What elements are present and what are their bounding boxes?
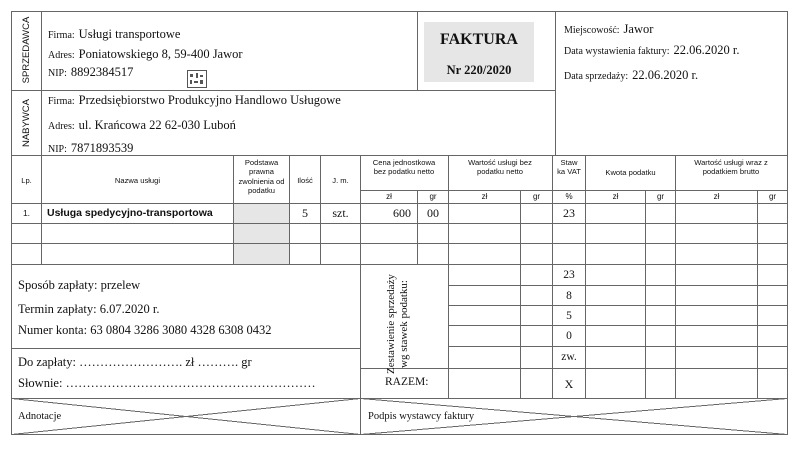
sale-date-value: 22.06.2020 r. [632,68,699,82]
buyer-firma-value: Przedsiębiorstwo Produkcyjno Handlowo Usługowe [78,93,341,107]
header-lp: Lp. [21,176,32,185]
issue-date: Data wystawienia faktury: 22.06.2020 r. [564,43,740,57]
buyer-adres: Adres: ul. Krańcowa 22 62-030 Luboń [48,118,236,132]
razem-label: RAZEM: [385,376,429,388]
amount-in-words: Słownie: …………………………………………………… [18,376,316,390]
sub-brutto-zl: zł [713,192,720,201]
annotations-label: Adnotacje [18,411,62,422]
amount-due: Do zapłaty: ……………………. zł ………. gr [18,355,252,369]
sub-cena-gr: gr [429,192,437,201]
header-podstawa: Podstawa prawna zwolnienia od podatku [238,158,285,196]
seller-section-label: SPRZEDAWCA [21,16,32,84]
buyer-adres-value: ul. Krańcowa 22 62-030 Luboń [78,118,236,132]
row-lp: 1. [22,208,31,218]
seller-nip-value: 8892384517 [70,65,134,79]
sub-kwota-zl: zł [612,192,619,201]
issue-date-value: 22.06.2020 r. [673,43,740,57]
header-kwota: Kwota podatku [605,168,656,177]
sub-cena-zl: zł [386,192,392,201]
sub-stawka-pct: % [565,192,573,201]
header-jm: J. m. [332,176,349,185]
rate-0: 0 [566,330,572,342]
rate-zw: zw. [561,351,577,363]
seller-adres: Adres: Poniatowskiego 8, 59-400 Jawor [48,47,243,61]
row-stawka: 23 [563,206,575,220]
buyer-firma: Firma: Przedsiębiorstwo Produkcyjno Handlowo Usługowe [48,93,341,107]
rate-5: 5 [566,310,572,322]
buyer-nip: NIP: 7871893539 [48,141,134,155]
header-cena: Cena jednostkowa bez podatku netto [372,158,436,177]
invoice-title: FAKTURA [440,31,518,48]
rate-8: 8 [566,290,572,302]
razem-rate: X [564,377,574,391]
summary-vertical-label: Zestawienie sprzedaży wg stawek podatku: [385,274,411,374]
header-stawka: Staw ka VAT [557,158,581,177]
seller-firma-value: Usługi transportowe [78,27,181,41]
sub-brutto-gr: gr [768,192,777,201]
payment-due: Termin zapłaty: 6.07.2020 r. [18,302,160,316]
row-cena-gr: 00 [427,206,439,220]
header-nazwa: Nazwa usługi [114,176,161,185]
seller-firma: Firma: Usługi transportowe [48,27,181,41]
header-ilosc: Ilość [297,176,313,185]
qr-mark [187,70,207,88]
rate-23: 23 [563,269,575,281]
account-number: Numer konta: 63 0804 3286 3080 4328 6308 0432 [18,323,272,337]
buyer-nip-value: 7871893539 [70,141,134,155]
issuer-signature-label: Podpis wystawcy faktury [368,411,475,422]
sub-netto-zl: zł [481,192,488,201]
seller-nip: NIP: 8892384517 [48,65,134,79]
row-nazwa: Usługa spedycyjno-transportowa [47,207,213,219]
header-wartosc-netto: Wartość usługi bez podatku netto [468,158,532,177]
payment-method: Sposób zapłaty: przelew [18,278,141,292]
row-ilosc: 5 [302,206,308,220]
place-value: Jawor [623,22,654,36]
sale-date: Data sprzedaży: 22.06.2020 r. [564,68,699,82]
row-cena-zl: 600 [393,206,411,220]
header-wartosc-brutto: Wartość usługi wraz z podatkiem brutto [694,158,768,177]
row-jm: szt. [332,206,349,220]
buyer-section-label: NABYWCA [21,98,32,148]
invoice-number: Nr 220/2020 [446,63,512,77]
place: Miejscowość: Jawor [564,22,654,36]
sub-netto-gr: gr [532,192,541,201]
sub-kwota-gr: gr [656,192,665,201]
seller-adres-value: Poniatowskiego 8, 59-400 Jawor [78,47,243,61]
